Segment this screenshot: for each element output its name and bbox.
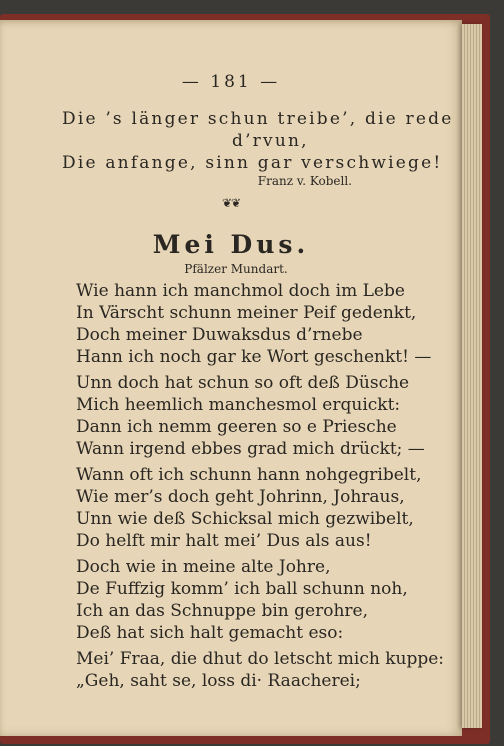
poem-line: „Geh, saht se, loss di· Raacherei; [76, 671, 361, 691]
poem-line: Mei’ Fraa, die dhut do letscht mich kuppe: [76, 649, 445, 669]
poem-subtitle: Pfälzer Mundart. [184, 262, 288, 276]
poem-line: Unn doch hat schun so oft deß Düsche [76, 373, 410, 393]
prev-poem-line: d’rvun, [232, 131, 309, 151]
page-edges [462, 24, 482, 728]
page-number: — 181 — [181, 72, 281, 92]
poem-line: Wann oft ich schunn hann nohgegribelt, [76, 465, 422, 485]
poem-line: Wann irgend ebbes grad mich drückt; — [76, 439, 425, 459]
poem-line: Ich an das Schnuppe bin gerohre, [76, 601, 368, 621]
poem-line: Dann ich nemm geeren so e Priesche [76, 417, 397, 437]
author-signature: Franz v. Kobell. [257, 174, 352, 188]
prev-poem-line: Die anfange, sinn gar verschwiege! [62, 153, 443, 173]
poem-line: In Värscht schunn meiner Peif gedenkt, [76, 303, 417, 323]
poem-line: Wie mer’s doch geht Johrinn, Johraus, [76, 487, 405, 507]
poem-line: Unn wie deß Schicksal mich gezwibelt, [76, 509, 414, 529]
page-content [0, 20, 462, 736]
poem-line: Hann ich noch gar ke Wort geschenkt! — [76, 347, 432, 367]
poem-line: Doch wie in meine alte Johre, [76, 557, 331, 577]
poem-line: De Fuffzig komm’ ich ball schunn noh, [76, 579, 408, 599]
prev-poem-line: Die ’s länger schun treibe’, die rede [62, 109, 454, 129]
poem-line: Mich heemlich manchesmol erquickt: [76, 395, 401, 415]
poem-line: Wie hann ich manchmol doch im Lebe [76, 281, 405, 301]
poem-line: Doch meiner Duwaksdus d’rnebe [76, 325, 363, 345]
poem-title: Mei Dus. [152, 230, 310, 259]
ornament-fleuron: ❦❦ [221, 196, 241, 210]
poem-line: Do helft mir halt mei’ Dus als aus! [76, 531, 372, 551]
poem-line: Deß hat sich halt gemacht eso: [76, 623, 344, 643]
